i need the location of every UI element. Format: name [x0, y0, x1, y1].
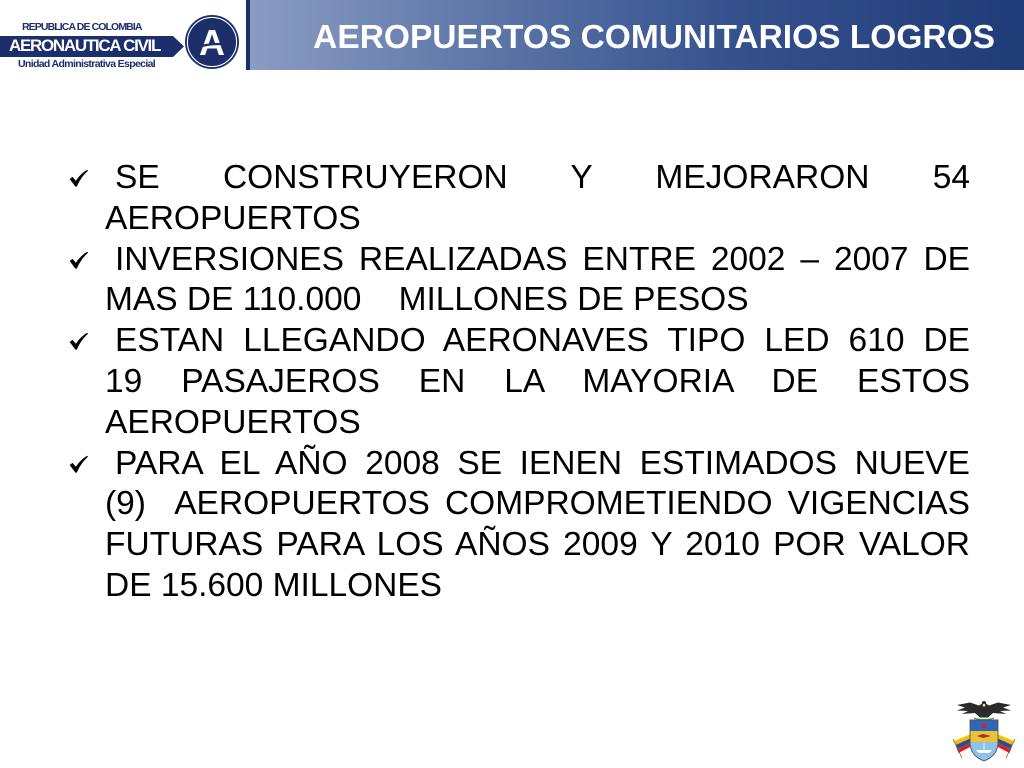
condor	[957, 701, 1011, 718]
colombia-coat-of-arms-icon	[948, 698, 1020, 768]
aeronautica-civil-logo-icon	[185, 15, 239, 69]
header-band	[250, 0, 1024, 70]
bullet-line: PARA EL AÑO 2008 SE IENEN ESTIMADOS NUEVE	[115, 444, 970, 482]
org-subtitle-label: Unidad Administrativa Especial	[18, 58, 156, 70]
check-icon	[68, 169, 89, 188]
check-icon	[68, 332, 89, 351]
bullet-line: INVERSIONES REALIZADAS ENTRE 2002 – 2007 DE	[115, 240, 970, 278]
aeronautica-civil-logo	[0, 0, 246, 70]
bullet-line: SE CONSTRUYERON Y MEJORARON 54	[115, 159, 970, 196]
bullet-line: FUTURAS PARA LOS AÑOS 2009 Y 2010 POR VALOR	[105, 526, 970, 564]
bullet-line: AEROPUERTOS	[105, 403, 361, 441]
bullet-item	[105, 158, 970, 240]
slide-title: AEROPUERTOS COMUNITARIOS LOGROS	[313, 19, 995, 56]
bullet-line: 19 PASAJEROS EN LA MAYORIA DE ESTOS	[105, 362, 970, 400]
org-country-label: REPUBLICA DE COLOMBIA	[22, 21, 142, 33]
bullet-line: ESTAN LLEGANDO AERONAVES TIPO LED 610 DE	[115, 322, 970, 360]
bullet-line: MAS DE 110.000 MILLONES DE PESOS	[105, 281, 749, 319]
bullet-item	[105, 444, 970, 607]
logo-letter: A	[199, 22, 225, 63]
bullet-item	[105, 240, 970, 322]
bullet-list	[105, 158, 970, 607]
shield	[970, 720, 998, 762]
bullet-item	[105, 321, 970, 443]
bullet-line: DE 15.600 MILLONES	[105, 566, 443, 604]
check-icon	[68, 455, 89, 474]
org-name-label: AERONAUTICA CIVIL	[9, 36, 161, 55]
bullet-line: (9) AEROPUERTOS COMPROMETIENDO VIGENCIAS	[105, 485, 970, 523]
check-icon	[68, 251, 89, 270]
bullet-line: AEROPUERTOS	[105, 199, 361, 237]
